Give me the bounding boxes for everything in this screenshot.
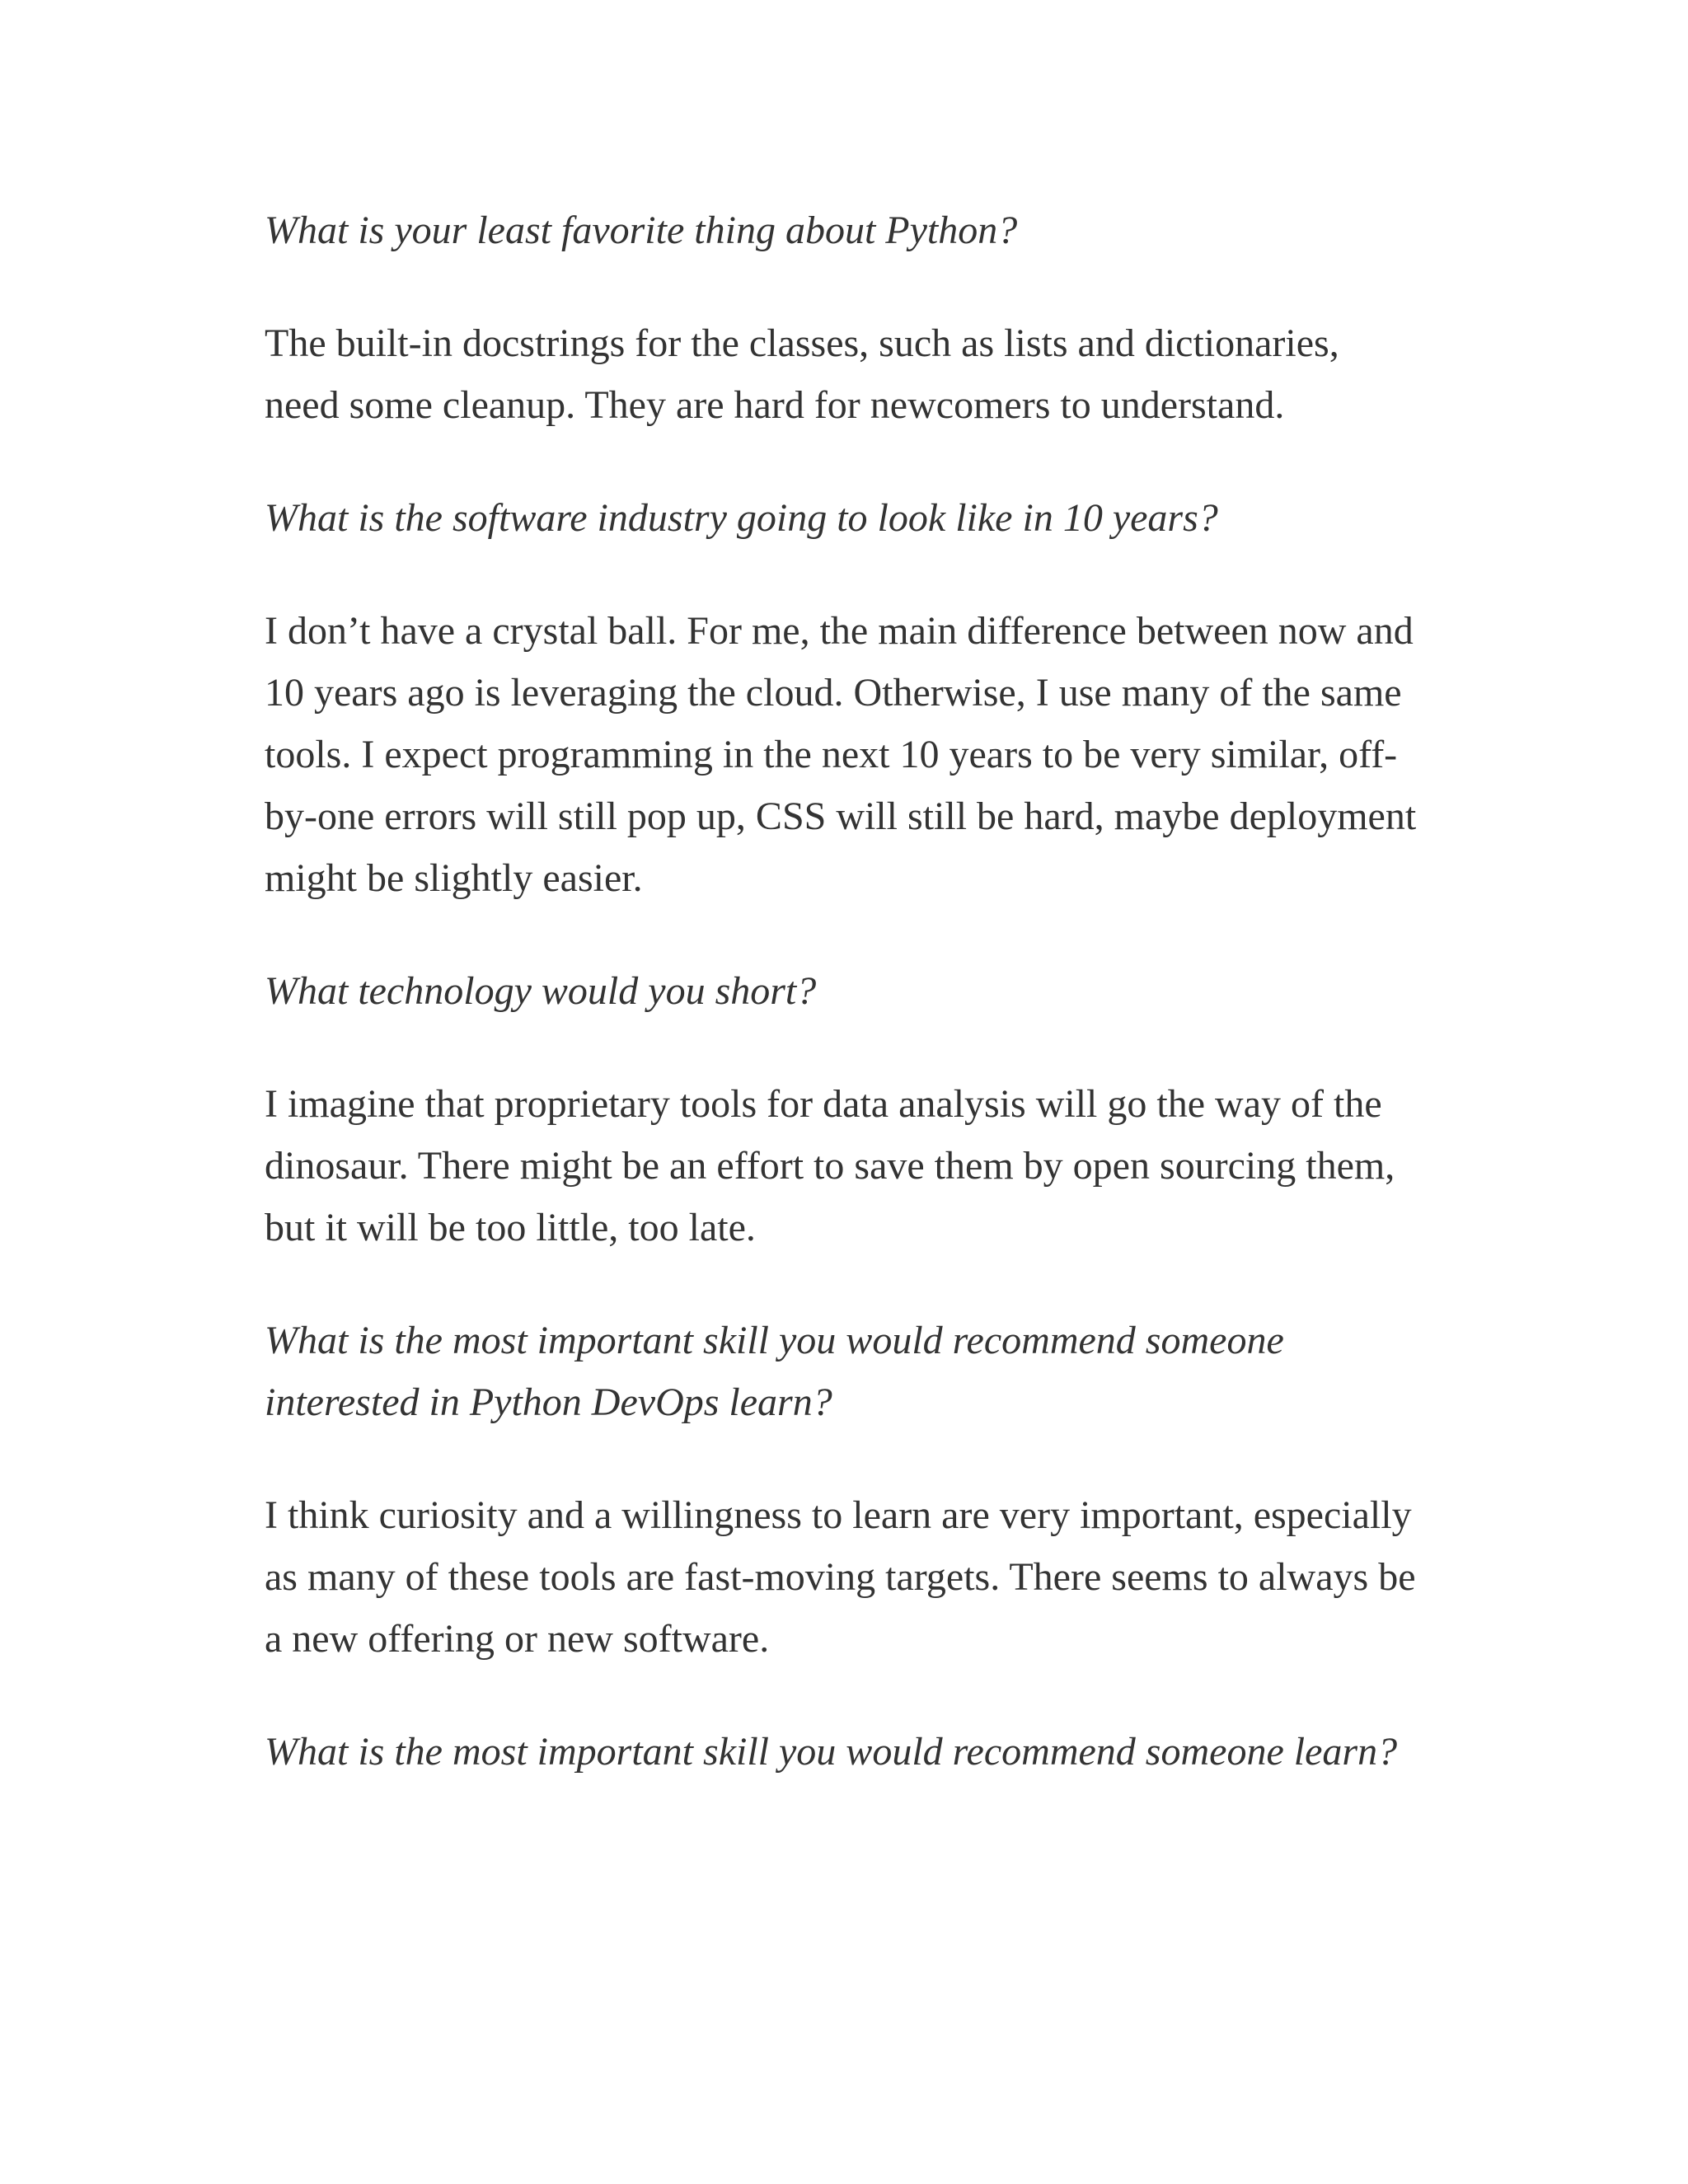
interview-question: What is the software industry going to look like in 10 years?: [265, 496, 1218, 540]
interview-answer: I imagine that proprietary tools for data analysis will go the way of the dinosaur. There might be an effort to save them by open sourcing them, but it will be too little, too late.: [265, 1082, 1395, 1249]
interview-question: What technology would you short?: [265, 969, 817, 1013]
interview-answer: The built-in docstrings for the classes, such as lists and dictionaries, need some cleanup. They are hard for newcomers to understand.: [265, 321, 1339, 427]
interview-question: What is the most important skill you would recommend someone interested in Python DevOps learn?: [265, 1319, 1284, 1424]
interview-answer: I think curiosity and a willingness to learn are very important, especially as many of these tools are fast-moving targets. There seems to always be a new offering or new software.: [265, 1493, 1416, 1661]
interview-question: What is your least favorite thing about Python?: [265, 209, 1018, 252]
interview-answer: I don’t have a crystal ball. For me, the main difference between now and 10 years ago is leveraging the cloud. Otherwise, I use many of the same tools. I expect programming in the next 10 years to be very similar, off-by-one errors will still pop up, CSS will still be hard, maybe deployment might be slightly easier.: [265, 609, 1417, 900]
interview-question: What is the most important skill you would recommend someone learn?: [265, 1730, 1398, 1774]
document-page: [265, 199, 1418, 1834]
